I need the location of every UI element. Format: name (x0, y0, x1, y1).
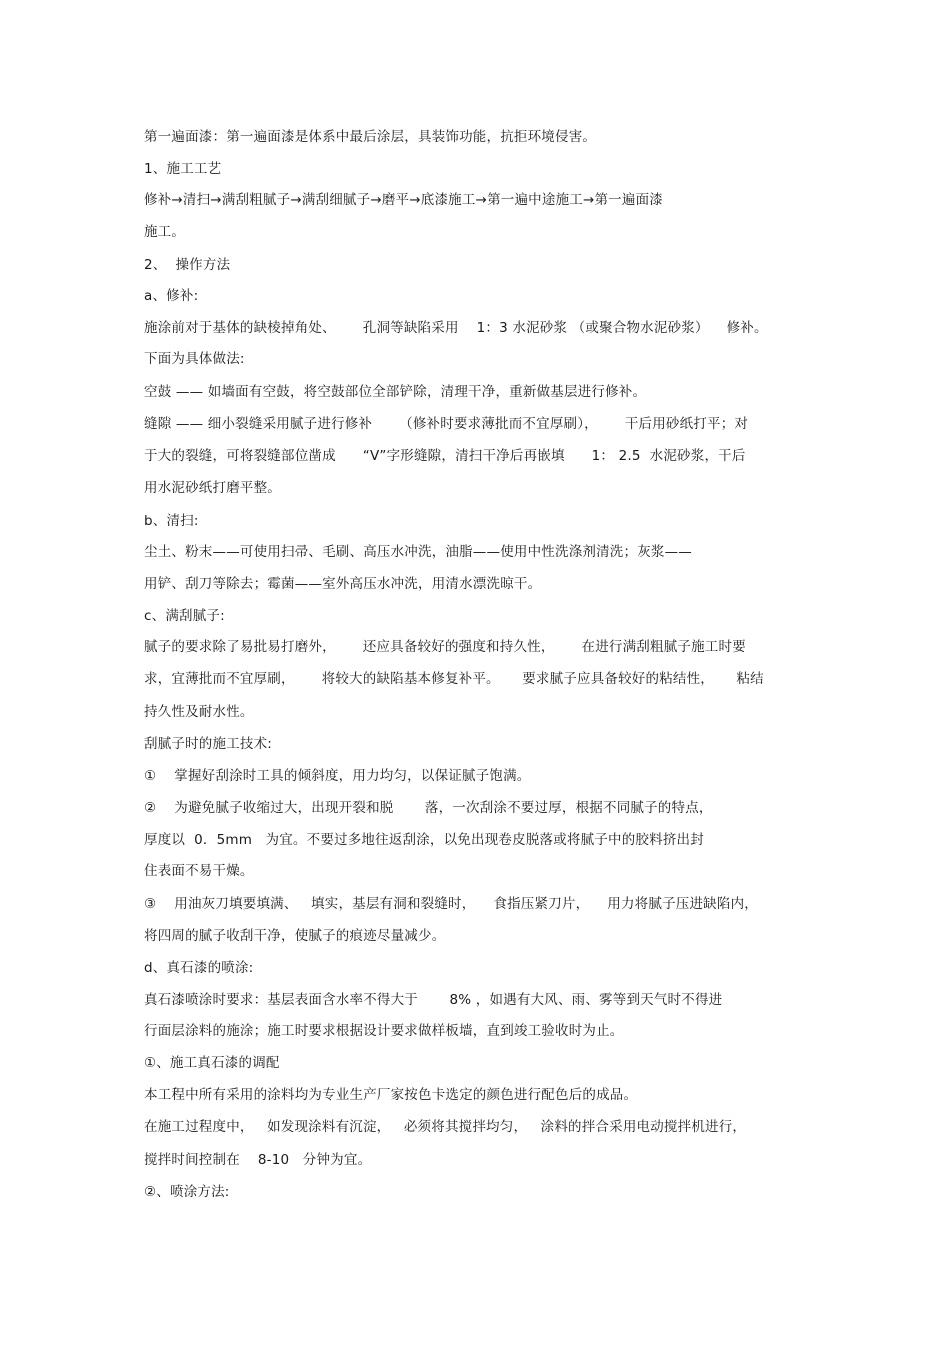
process-flow-line-1: 修补→清扫→满刮粗腻子→满刮细腻子→磨平→底漆施工→第一遍中途施工→第一遍面漆 (144, 192, 663, 208)
spraying-method-heading: ②、喷涂方法: (144, 1184, 230, 1200)
crack-repair-line-1: 缝隙 —— 细小裂缝采用腻子进行修补 （修补时要求薄批而不宜厚刷）， 干后用砂纸打平；对 (144, 416, 749, 432)
subheading-stone-paint: d、真石漆的喷涂: (144, 960, 254, 976)
subheading-cleaning: b、清扫: (144, 513, 199, 529)
putty-technique-item-3-line-2: 将四周的腻子收刮干净，使腻子的痕迹尽量减少。 (144, 928, 446, 944)
putty-technique-item-2-line-1: ② 为避免腻子收缩过大，出现开裂和脱 落，一次刮涂不要过厚，根据不同腻子的特点， (144, 800, 713, 816)
stone-paint-text-line-1: 真石漆喷涂时要求：基层表面含水率不得大于 8% ，如遇有大风、雨、雾等到天气时不得进 (144, 992, 723, 1008)
putty-technique-item-2-line-2: 厚度以 0．5mm 为宜。不要过多地往返刮涂，以免出现卷皮脱落或将腻子中的胶料挤出封 (144, 832, 704, 848)
cleaning-text-line-2: 用铲、刮刀等除去；霉菌——室外高压水冲洗，用清水漂洗晾干。 (144, 576, 542, 592)
repair-text-line-2: 下面为具体做法: (144, 351, 245, 367)
hollow-repair-text: 空鼓 —— 如墙面有空鼓，将空鼓部位全部铲除，清理干净，重新做基层进行修补。 (144, 384, 647, 400)
heading-operation-method: 2、 操作方法 (144, 257, 231, 273)
putty-text-line-2: 求，宜薄批而不宜厚刷， 将较大的缺陷基本修复补平。 要求腻子应具备较好的粘结性， 粘结 (144, 671, 764, 687)
cleaning-text-line-1: 尘土、粉末——可使用扫帚、毛刷、高压水冲洗，油脂——使用中性洗涤剂清洗；灰浆—— (144, 544, 692, 560)
putty-text-line-3: 持久性及耐水性。 (144, 704, 254, 720)
process-flow-line-2: 施工。 (144, 224, 186, 240)
paragraph-topcoat-intro: 第一遍面漆：第一遍面漆是体系中最后涂层，具装饰功能，抗拒环境侵害。 (144, 129, 597, 145)
repair-text-line-1: 施涂前对于基体的缺棱掉角处、 孔洞等缺陷采用 1：3 水泥砂浆 （或聚合物水泥砂浆） 修补。 (144, 320, 768, 336)
subheading-repair: a、修补: (144, 288, 199, 304)
heading-construction-process: 1、施工工艺 (144, 161, 222, 177)
stone-paint-mixing-line-2: 在施工过程度中， 如发现涂料有沉淀， 必须将其搅拌均匀， 涂料的拌合采用电动搅拌机进行， (144, 1119, 747, 1135)
crack-repair-line-2: 于大的裂缝，可将裂缝部位凿成 “V”字形缝隙，清扫干净后再嵌填 1： 2.5 水泥砂浆，干后 (144, 448, 746, 464)
stone-paint-mixing-line-1: 本工程中所有采用的涂料均为专业生产厂家按色卡选定的颜色进行配色后的成品。 (144, 1087, 638, 1103)
stone-paint-text-line-2: 行面层涂料的施涂；施工时要求根据设计要求做样板墙，直到竣工验收时为止。 (144, 1023, 624, 1039)
putty-technique-item-3-line-1: ③ 用油灰刀填要填满、 填实，基层有洞和裂缝时， 食指压紧刀片， 用力将腻子压进缺陷内， (144, 896, 758, 912)
stone-paint-mixing-line-3: 搅拌时间控制在 8-10 分钟为宜。 (144, 1152, 372, 1168)
putty-text-line-1: 腻子的要求除了易批易打磨外， 还应具备较好的强度和持久性， 在进行满刮粗腻子施工时要 (144, 639, 746, 655)
subheading-putty: c、满刮腻子: (144, 608, 225, 624)
crack-repair-line-3: 用水泥砂纸打磨平整。 (144, 480, 281, 496)
putty-technique-item-1: ① 掌握好刮涂时工具的倾斜度，用力均匀，以保证腻子饱满。 (144, 768, 531, 784)
putty-technique-item-2-line-3: 住表面不易干燥。 (144, 863, 254, 879)
stone-paint-mixing-heading: ①、施工真石漆的调配 (144, 1055, 280, 1071)
putty-technique-heading: 刮腻子时的施工技术: (144, 736, 273, 752)
